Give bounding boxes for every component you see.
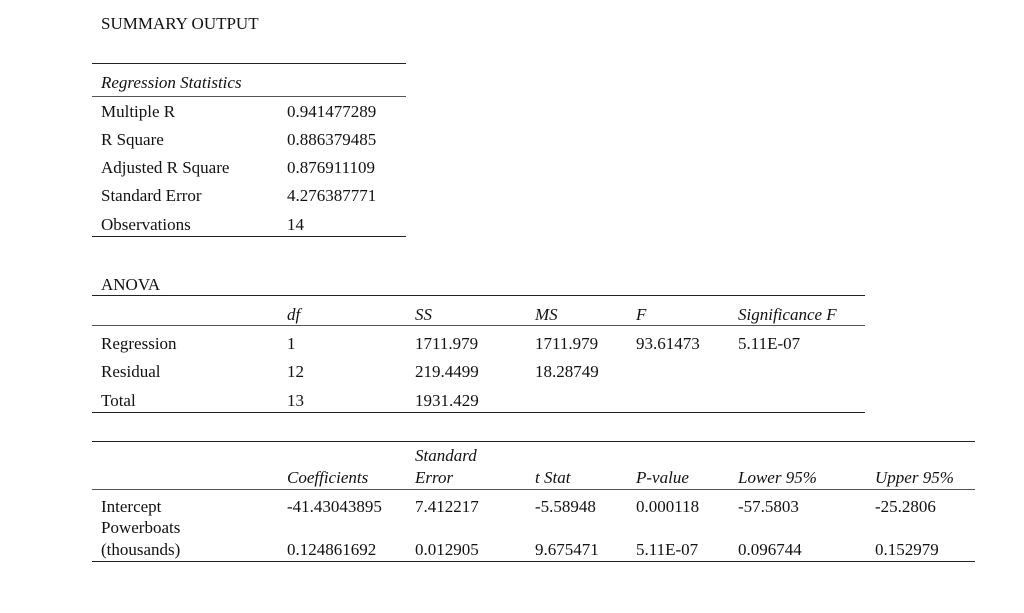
anova-cell-df: 13 xyxy=(287,391,304,410)
column-header-ss: SS xyxy=(415,305,432,324)
anova-cell-ms: 1711.979 xyxy=(535,334,599,353)
bottom-rule xyxy=(92,236,406,237)
anova-row-label: Regression xyxy=(101,334,177,353)
page-title: SUMMARY OUTPUT xyxy=(101,14,259,33)
column-header-lower-95: Lower 95% xyxy=(738,468,817,487)
bottom-rule xyxy=(92,412,865,413)
column-header-t-stat: t Stat xyxy=(535,468,571,487)
stat-label: Observations xyxy=(101,215,191,234)
column-header-significance-f: Significance F xyxy=(738,305,837,324)
column-header-ms: MS xyxy=(535,305,558,324)
anova-cell-df: 1 xyxy=(287,334,296,353)
anova-cell-significance-f: 5.11E-07 xyxy=(738,334,801,353)
anova-cell-ss: 219.4499 xyxy=(415,362,479,381)
header-rule xyxy=(92,325,865,326)
coef-cell-p-value: 5.11E-07 xyxy=(636,540,699,559)
stat-label: Standard Error xyxy=(101,186,202,205)
coef-cell-lower-95: -57.5803 xyxy=(738,497,799,516)
column-header-coefficients: Coefficients xyxy=(287,468,369,487)
stat-label: Adjusted R Square xyxy=(101,158,230,177)
column-header-upper-95: Upper 95% xyxy=(875,468,954,487)
anova-cell-ss: 1931.429 xyxy=(415,391,479,410)
column-header-p-value: P-value xyxy=(636,468,689,487)
regression-statistics-header: Regression Statistics xyxy=(101,73,242,92)
coef-cell-t-stat: 9.675471 xyxy=(535,540,599,559)
top-rule xyxy=(92,63,406,64)
coef-cell-standard-error: 0.012905 xyxy=(415,540,479,559)
stat-value: 4.276387771 xyxy=(287,186,377,205)
anova-title: ANOVA xyxy=(101,275,161,294)
stat-value: 0.941477289 xyxy=(287,102,377,121)
column-header-standard-error-line2: Error xyxy=(415,468,454,487)
header-rule xyxy=(92,489,975,490)
bottom-rule xyxy=(92,561,975,562)
stat-value: 14 xyxy=(287,215,304,234)
stat-value: 0.876911109 xyxy=(287,158,375,177)
anova-cell-ss: 1711.979 xyxy=(415,334,479,353)
coef-row-label: Intercept xyxy=(101,497,162,516)
anova-cell-df: 12 xyxy=(287,362,304,381)
coef-cell-upper-95: 0.152979 xyxy=(875,540,939,559)
column-header-f: F xyxy=(636,305,647,324)
coef-cell-p-value: 0.000118 xyxy=(636,497,700,516)
coef-cell-lower-95: 0.096744 xyxy=(738,540,802,559)
coef-row-label-line1: Powerboats xyxy=(101,518,181,537)
coef-cell-t-stat: -5.58948 xyxy=(535,497,596,516)
anova-row-label: Residual xyxy=(101,362,161,381)
anova-cell-ms: 18.28749 xyxy=(535,362,599,381)
stat-label: R Square xyxy=(101,130,164,149)
column-header-standard-error-line1: Standard xyxy=(415,446,477,465)
column-header-df: df xyxy=(287,305,301,324)
stat-value: 0.886379485 xyxy=(287,130,377,149)
top-rule xyxy=(92,295,865,296)
header-rule xyxy=(92,96,406,97)
coef-cell-upper-95: -25.2806 xyxy=(875,497,936,516)
coef-cell-coefficient: 0.124861692 xyxy=(287,540,377,559)
anova-row-label: Total xyxy=(101,391,136,410)
anova-cell-f: 93.61473 xyxy=(636,334,700,353)
top-rule xyxy=(92,441,975,442)
stat-label: Multiple R xyxy=(101,102,176,121)
coef-row-label-line2: (thousands) xyxy=(101,540,181,559)
coef-cell-standard-error: 7.412217 xyxy=(415,497,479,516)
coef-cell-coefficient: -41.43043895 xyxy=(287,497,382,516)
